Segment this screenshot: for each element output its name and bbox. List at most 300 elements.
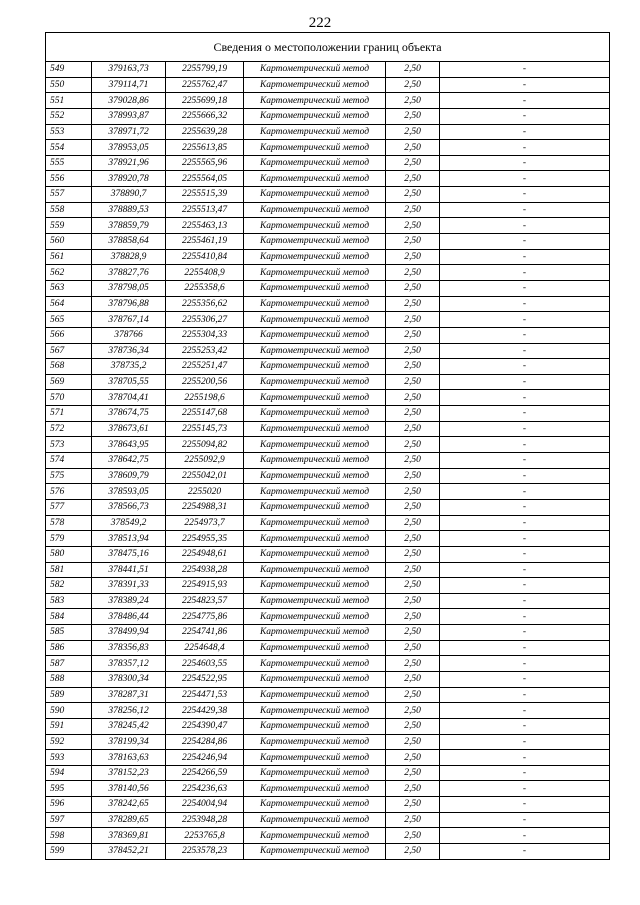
table-row bbox=[46, 531, 610, 547]
point-number-cell: 589 bbox=[46, 687, 92, 703]
x-coordinate-cell: 378391,33 bbox=[92, 578, 166, 594]
method-cell: Картометрический метод bbox=[244, 562, 386, 578]
point-number-cell: 591 bbox=[46, 718, 92, 734]
table-row bbox=[46, 359, 610, 375]
point-number-cell: 554 bbox=[46, 140, 92, 156]
description-cell: - bbox=[440, 93, 610, 109]
method-cell: Картометрический метод bbox=[244, 124, 386, 140]
method-cell: Картометрический метод bbox=[244, 687, 386, 703]
accuracy-cell: 2,50 bbox=[386, 280, 440, 296]
description-cell: - bbox=[440, 531, 610, 547]
x-coordinate-cell: 378827,76 bbox=[92, 265, 166, 281]
y-coordinate-cell: 2254429,38 bbox=[166, 703, 244, 719]
point-number-cell: 568 bbox=[46, 359, 92, 375]
accuracy-cell: 2,50 bbox=[386, 750, 440, 766]
point-number-cell: 552 bbox=[46, 108, 92, 124]
x-coordinate-cell: 378163,63 bbox=[92, 750, 166, 766]
method-cell: Картометрический метод bbox=[244, 593, 386, 609]
x-coordinate-cell: 378609,79 bbox=[92, 468, 166, 484]
y-coordinate-cell: 2254741,86 bbox=[166, 625, 244, 641]
accuracy-cell: 2,50 bbox=[386, 108, 440, 124]
method-cell: Картометрический метод bbox=[244, 359, 386, 375]
description-cell: - bbox=[440, 312, 610, 328]
accuracy-cell: 2,50 bbox=[386, 640, 440, 656]
y-coordinate-cell: 2255461,19 bbox=[166, 234, 244, 250]
accuracy-cell: 2,50 bbox=[386, 656, 440, 672]
table-row bbox=[46, 312, 610, 328]
point-number-cell: 560 bbox=[46, 234, 92, 250]
point-number-cell: 567 bbox=[46, 343, 92, 359]
table-row bbox=[46, 656, 610, 672]
y-coordinate-cell: 2254988,31 bbox=[166, 499, 244, 515]
x-coordinate-cell: 378357,12 bbox=[92, 656, 166, 672]
page-number: 222 bbox=[308, 15, 332, 31]
point-number-cell: 559 bbox=[46, 218, 92, 234]
y-coordinate-cell: 2253765,8 bbox=[166, 828, 244, 844]
x-coordinate-cell: 378441,51 bbox=[92, 562, 166, 578]
table-row bbox=[46, 703, 610, 719]
y-coordinate-cell: 2254522,95 bbox=[166, 671, 244, 687]
y-coordinate-cell: 2255020 bbox=[166, 484, 244, 500]
table-row bbox=[46, 280, 610, 296]
x-coordinate-cell: 378921,96 bbox=[92, 155, 166, 171]
x-coordinate-cell: 378993,87 bbox=[92, 108, 166, 124]
accuracy-cell: 2,50 bbox=[386, 171, 440, 187]
table-row bbox=[46, 296, 610, 312]
x-coordinate-cell: 378889,53 bbox=[92, 202, 166, 218]
point-number-cell: 561 bbox=[46, 249, 92, 265]
x-coordinate-cell: 378796,88 bbox=[92, 296, 166, 312]
description-cell: - bbox=[440, 187, 610, 203]
description-cell: - bbox=[440, 765, 610, 781]
method-cell: Картометрический метод bbox=[244, 515, 386, 531]
y-coordinate-cell: 2255613,85 bbox=[166, 140, 244, 156]
description-cell: - bbox=[440, 296, 610, 312]
method-cell: Картометрический метод bbox=[244, 546, 386, 562]
table-row bbox=[46, 108, 610, 124]
accuracy-cell: 2,50 bbox=[386, 578, 440, 594]
description-cell: - bbox=[440, 421, 610, 437]
x-coordinate-cell: 378766 bbox=[92, 327, 166, 343]
description-cell: - bbox=[440, 140, 610, 156]
description-cell: - bbox=[440, 609, 610, 625]
description-cell: - bbox=[440, 546, 610, 562]
description-cell: - bbox=[440, 562, 610, 578]
point-number-cell: 572 bbox=[46, 421, 92, 437]
table-row bbox=[46, 187, 610, 203]
point-number-cell: 588 bbox=[46, 671, 92, 687]
table-row bbox=[46, 202, 610, 218]
x-coordinate-cell: 378920,78 bbox=[92, 171, 166, 187]
x-coordinate-cell: 378890,7 bbox=[92, 187, 166, 203]
y-coordinate-cell: 2254775,86 bbox=[166, 609, 244, 625]
table-row bbox=[46, 437, 610, 453]
description-cell: - bbox=[440, 327, 610, 343]
y-coordinate-cell: 2253948,28 bbox=[166, 812, 244, 828]
description-cell: - bbox=[440, 812, 610, 828]
method-cell: Картометрический метод bbox=[244, 62, 386, 78]
point-number-cell: 590 bbox=[46, 703, 92, 719]
table-row bbox=[46, 390, 610, 406]
x-coordinate-cell: 378486,44 bbox=[92, 609, 166, 625]
point-number-cell: 556 bbox=[46, 171, 92, 187]
table-row bbox=[46, 781, 610, 797]
accuracy-cell: 2,50 bbox=[386, 312, 440, 328]
accuracy-cell: 2,50 bbox=[386, 124, 440, 140]
accuracy-cell: 2,50 bbox=[386, 421, 440, 437]
table-row bbox=[46, 249, 610, 265]
table-row bbox=[46, 124, 610, 140]
y-coordinate-cell: 2254266,59 bbox=[166, 765, 244, 781]
method-cell: Картометрический метод bbox=[244, 155, 386, 171]
description-cell: - bbox=[440, 202, 610, 218]
x-coordinate-cell: 378356,83 bbox=[92, 640, 166, 656]
accuracy-cell: 2,50 bbox=[386, 718, 440, 734]
point-number-cell: 592 bbox=[46, 734, 92, 750]
y-coordinate-cell: 2254284,86 bbox=[166, 734, 244, 750]
description-cell: - bbox=[440, 750, 610, 766]
description-cell: - bbox=[440, 265, 610, 281]
description-cell: - bbox=[440, 171, 610, 187]
y-coordinate-cell: 2255198,6 bbox=[166, 390, 244, 406]
accuracy-cell: 2,50 bbox=[386, 437, 440, 453]
accuracy-cell: 2,50 bbox=[386, 625, 440, 641]
point-number-cell: 573 bbox=[46, 437, 92, 453]
x-coordinate-cell: 378971,72 bbox=[92, 124, 166, 140]
point-number-cell: 555 bbox=[46, 155, 92, 171]
y-coordinate-cell: 2255042,01 bbox=[166, 468, 244, 484]
y-coordinate-cell: 2253578,23 bbox=[166, 844, 244, 860]
y-coordinate-cell: 2255253,42 bbox=[166, 343, 244, 359]
accuracy-cell: 2,50 bbox=[386, 531, 440, 547]
point-number-cell: 575 bbox=[46, 468, 92, 484]
accuracy-cell: 2,50 bbox=[386, 187, 440, 203]
x-coordinate-cell: 379163,73 bbox=[92, 62, 166, 78]
y-coordinate-cell: 2255304,33 bbox=[166, 327, 244, 343]
description-cell: - bbox=[440, 249, 610, 265]
description-cell: - bbox=[440, 453, 610, 469]
x-coordinate-cell: 378140,56 bbox=[92, 781, 166, 797]
table-row bbox=[46, 327, 610, 343]
accuracy-cell: 2,50 bbox=[386, 140, 440, 156]
y-coordinate-cell: 2255513,47 bbox=[166, 202, 244, 218]
y-coordinate-cell: 2255408,9 bbox=[166, 265, 244, 281]
description-cell: - bbox=[440, 797, 610, 813]
method-cell: Картометрический метод bbox=[244, 108, 386, 124]
accuracy-cell: 2,50 bbox=[386, 812, 440, 828]
accuracy-cell: 2,50 bbox=[386, 406, 440, 422]
table-header-row bbox=[46, 33, 610, 62]
point-number-cell: 585 bbox=[46, 625, 92, 641]
description-cell: - bbox=[440, 108, 610, 124]
point-number-cell: 558 bbox=[46, 202, 92, 218]
y-coordinate-cell: 2254955,35 bbox=[166, 531, 244, 547]
table-row bbox=[46, 546, 610, 562]
point-number-cell: 581 bbox=[46, 562, 92, 578]
point-number-cell: 577 bbox=[46, 499, 92, 515]
method-cell: Картометрический метод bbox=[244, 656, 386, 672]
accuracy-cell: 2,50 bbox=[386, 687, 440, 703]
point-number-cell: 579 bbox=[46, 531, 92, 547]
y-coordinate-cell: 2255147,68 bbox=[166, 406, 244, 422]
y-coordinate-cell: 2254948,61 bbox=[166, 546, 244, 562]
accuracy-cell: 2,50 bbox=[386, 296, 440, 312]
description-cell: - bbox=[440, 828, 610, 844]
table-row bbox=[46, 750, 610, 766]
point-number-cell: 578 bbox=[46, 515, 92, 531]
y-coordinate-cell: 2255515,39 bbox=[166, 187, 244, 203]
method-cell: Картометрический метод bbox=[244, 468, 386, 484]
accuracy-cell: 2,50 bbox=[386, 468, 440, 484]
description-cell: - bbox=[440, 703, 610, 719]
description-cell: - bbox=[440, 77, 610, 93]
y-coordinate-cell: 2254648,4 bbox=[166, 640, 244, 656]
y-coordinate-cell: 2255306,27 bbox=[166, 312, 244, 328]
table-row bbox=[46, 562, 610, 578]
method-cell: Картометрический метод bbox=[244, 312, 386, 328]
x-coordinate-cell: 378452,21 bbox=[92, 844, 166, 860]
accuracy-cell: 2,50 bbox=[386, 562, 440, 578]
table-row bbox=[46, 171, 610, 187]
point-number-cell: 570 bbox=[46, 390, 92, 406]
method-cell: Картометрический метод bbox=[244, 499, 386, 515]
table-row bbox=[46, 734, 610, 750]
x-coordinate-cell: 378828,9 bbox=[92, 249, 166, 265]
accuracy-cell: 2,50 bbox=[386, 62, 440, 78]
method-cell: Картометрический метод bbox=[244, 812, 386, 828]
method-cell: Картометрический метод bbox=[244, 609, 386, 625]
y-coordinate-cell: 2254938,28 bbox=[166, 562, 244, 578]
method-cell: Картометрический метод bbox=[244, 390, 386, 406]
method-cell: Картометрический метод bbox=[244, 640, 386, 656]
method-cell: Картометрический метод bbox=[244, 374, 386, 390]
y-coordinate-cell: 2255699,18 bbox=[166, 93, 244, 109]
y-coordinate-cell: 2254390,47 bbox=[166, 718, 244, 734]
point-number-cell: 564 bbox=[46, 296, 92, 312]
method-cell: Картометрический метод bbox=[244, 296, 386, 312]
x-coordinate-cell: 378953,05 bbox=[92, 140, 166, 156]
accuracy-cell: 2,50 bbox=[386, 265, 440, 281]
method-cell: Картометрический метод bbox=[244, 406, 386, 422]
method-cell: Картометрический метод bbox=[244, 327, 386, 343]
x-coordinate-cell: 378369,81 bbox=[92, 828, 166, 844]
accuracy-cell: 2,50 bbox=[386, 218, 440, 234]
method-cell: Картометрический метод bbox=[244, 844, 386, 860]
x-coordinate-cell: 378289,65 bbox=[92, 812, 166, 828]
table-row bbox=[46, 828, 610, 844]
description-cell: - bbox=[440, 218, 610, 234]
y-coordinate-cell: 2255251,47 bbox=[166, 359, 244, 375]
table-row bbox=[46, 468, 610, 484]
point-number-cell: 596 bbox=[46, 797, 92, 813]
y-coordinate-cell: 2255094,82 bbox=[166, 437, 244, 453]
description-cell: - bbox=[440, 718, 610, 734]
x-coordinate-cell: 378673,61 bbox=[92, 421, 166, 437]
table-row bbox=[46, 453, 610, 469]
description-cell: - bbox=[440, 625, 610, 641]
x-coordinate-cell: 378389,24 bbox=[92, 593, 166, 609]
method-cell: Картометрический метод bbox=[244, 718, 386, 734]
description-cell: - bbox=[440, 671, 610, 687]
accuracy-cell: 2,50 bbox=[386, 359, 440, 375]
method-cell: Картометрический метод bbox=[244, 234, 386, 250]
table-row bbox=[46, 421, 610, 437]
accuracy-cell: 2,50 bbox=[386, 844, 440, 860]
accuracy-cell: 2,50 bbox=[386, 374, 440, 390]
table-row bbox=[46, 62, 610, 78]
method-cell: Картометрический метод bbox=[244, 578, 386, 594]
description-cell: - bbox=[440, 656, 610, 672]
table-row bbox=[46, 797, 610, 813]
accuracy-cell: 2,50 bbox=[386, 734, 440, 750]
table-row bbox=[46, 218, 610, 234]
description-cell: - bbox=[440, 640, 610, 656]
method-cell: Картометрический метод bbox=[244, 421, 386, 437]
method-cell: Картометрический метод bbox=[244, 218, 386, 234]
method-cell: Картометрический метод bbox=[244, 187, 386, 203]
accuracy-cell: 2,50 bbox=[386, 765, 440, 781]
accuracy-cell: 2,50 bbox=[386, 703, 440, 719]
table-row bbox=[46, 155, 610, 171]
point-number-cell: 593 bbox=[46, 750, 92, 766]
method-cell: Картометрический метод bbox=[244, 202, 386, 218]
x-coordinate-cell: 378858,64 bbox=[92, 234, 166, 250]
point-number-cell: 594 bbox=[46, 765, 92, 781]
point-number-cell: 595 bbox=[46, 781, 92, 797]
method-cell: Картометрический метод bbox=[244, 797, 386, 813]
accuracy-cell: 2,50 bbox=[386, 499, 440, 515]
table-row bbox=[46, 484, 610, 500]
y-coordinate-cell: 2255358,6 bbox=[166, 280, 244, 296]
y-coordinate-cell: 2255200,56 bbox=[166, 374, 244, 390]
description-cell: - bbox=[440, 374, 610, 390]
table-header: Сведения о местоположении границ объекта bbox=[46, 33, 610, 62]
accuracy-cell: 2,50 bbox=[386, 77, 440, 93]
description-cell: - bbox=[440, 734, 610, 750]
table-row bbox=[46, 499, 610, 515]
point-number-cell: 576 bbox=[46, 484, 92, 500]
description-cell: - bbox=[440, 390, 610, 406]
method-cell: Картометрический метод bbox=[244, 671, 386, 687]
x-coordinate-cell: 378256,12 bbox=[92, 703, 166, 719]
point-number-cell: 562 bbox=[46, 265, 92, 281]
x-coordinate-cell: 378859,79 bbox=[92, 218, 166, 234]
table-row bbox=[46, 578, 610, 594]
table-row bbox=[46, 625, 610, 641]
y-coordinate-cell: 2254973,7 bbox=[166, 515, 244, 531]
table-row bbox=[46, 718, 610, 734]
y-coordinate-cell: 2254823,57 bbox=[166, 593, 244, 609]
accuracy-cell: 2,50 bbox=[386, 93, 440, 109]
y-coordinate-cell: 2255666,32 bbox=[166, 108, 244, 124]
point-number-cell: 586 bbox=[46, 640, 92, 656]
x-coordinate-cell: 379028,86 bbox=[92, 93, 166, 109]
point-number-cell: 549 bbox=[46, 62, 92, 78]
x-coordinate-cell: 378736,34 bbox=[92, 343, 166, 359]
table-row bbox=[46, 765, 610, 781]
description-cell: - bbox=[440, 62, 610, 78]
x-coordinate-cell: 378798,05 bbox=[92, 280, 166, 296]
description-cell: - bbox=[440, 359, 610, 375]
table-row bbox=[46, 593, 610, 609]
description-cell: - bbox=[440, 687, 610, 703]
point-number-cell: 580 bbox=[46, 546, 92, 562]
description-cell: - bbox=[440, 406, 610, 422]
accuracy-cell: 2,50 bbox=[386, 828, 440, 844]
accuracy-cell: 2,50 bbox=[386, 202, 440, 218]
y-coordinate-cell: 2255463,13 bbox=[166, 218, 244, 234]
description-cell: - bbox=[440, 124, 610, 140]
x-coordinate-cell: 378704,41 bbox=[92, 390, 166, 406]
description-cell: - bbox=[440, 343, 610, 359]
method-cell: Картометрический метод bbox=[244, 140, 386, 156]
point-number-cell: 569 bbox=[46, 374, 92, 390]
y-coordinate-cell: 2255410,84 bbox=[166, 249, 244, 265]
method-cell: Картометрический метод bbox=[244, 453, 386, 469]
point-number-cell: 550 bbox=[46, 77, 92, 93]
y-coordinate-cell: 2255564,05 bbox=[166, 171, 244, 187]
accuracy-cell: 2,50 bbox=[386, 546, 440, 562]
x-coordinate-cell: 378300,34 bbox=[92, 671, 166, 687]
table-row bbox=[46, 77, 610, 93]
description-cell: - bbox=[440, 593, 610, 609]
x-coordinate-cell: 378735,2 bbox=[92, 359, 166, 375]
table-row bbox=[46, 844, 610, 860]
y-coordinate-cell: 2254471,53 bbox=[166, 687, 244, 703]
point-number-cell: 566 bbox=[46, 327, 92, 343]
description-cell: - bbox=[440, 515, 610, 531]
description-cell: - bbox=[440, 484, 610, 500]
point-number-cell: 597 bbox=[46, 812, 92, 828]
y-coordinate-cell: 2255639,28 bbox=[166, 124, 244, 140]
method-cell: Картометрический метод bbox=[244, 781, 386, 797]
table-row bbox=[46, 93, 610, 109]
description-cell: - bbox=[440, 499, 610, 515]
point-number-cell: 551 bbox=[46, 93, 92, 109]
point-number-cell: 553 bbox=[46, 124, 92, 140]
method-cell: Картометрический метод bbox=[244, 280, 386, 296]
table-row bbox=[46, 374, 610, 390]
method-cell: Картометрический метод bbox=[244, 625, 386, 641]
point-number-cell: 557 bbox=[46, 187, 92, 203]
method-cell: Картометрический метод bbox=[244, 734, 386, 750]
y-coordinate-cell: 2255565,96 bbox=[166, 155, 244, 171]
x-coordinate-cell: 378642,75 bbox=[92, 453, 166, 469]
method-cell: Картометрический метод bbox=[244, 531, 386, 547]
description-cell: - bbox=[440, 234, 610, 250]
accuracy-cell: 2,50 bbox=[386, 797, 440, 813]
x-coordinate-cell: 378513,94 bbox=[92, 531, 166, 547]
table-row bbox=[46, 640, 610, 656]
x-coordinate-cell: 378643,95 bbox=[92, 437, 166, 453]
point-number-cell: 584 bbox=[46, 609, 92, 625]
table-row bbox=[46, 140, 610, 156]
accuracy-cell: 2,50 bbox=[386, 234, 440, 250]
x-coordinate-cell: 379114,71 bbox=[92, 77, 166, 93]
accuracy-cell: 2,50 bbox=[386, 609, 440, 625]
point-number-cell: 565 bbox=[46, 312, 92, 328]
method-cell: Картометрический метод bbox=[244, 437, 386, 453]
y-coordinate-cell: 2255799,19 bbox=[166, 62, 244, 78]
table-row bbox=[46, 515, 610, 531]
point-number-cell: 587 bbox=[46, 656, 92, 672]
x-coordinate-cell: 378287,31 bbox=[92, 687, 166, 703]
description-cell: - bbox=[440, 280, 610, 296]
table-row bbox=[46, 343, 610, 359]
description-cell: - bbox=[440, 468, 610, 484]
table-row bbox=[46, 687, 610, 703]
point-number-cell: 583 bbox=[46, 593, 92, 609]
